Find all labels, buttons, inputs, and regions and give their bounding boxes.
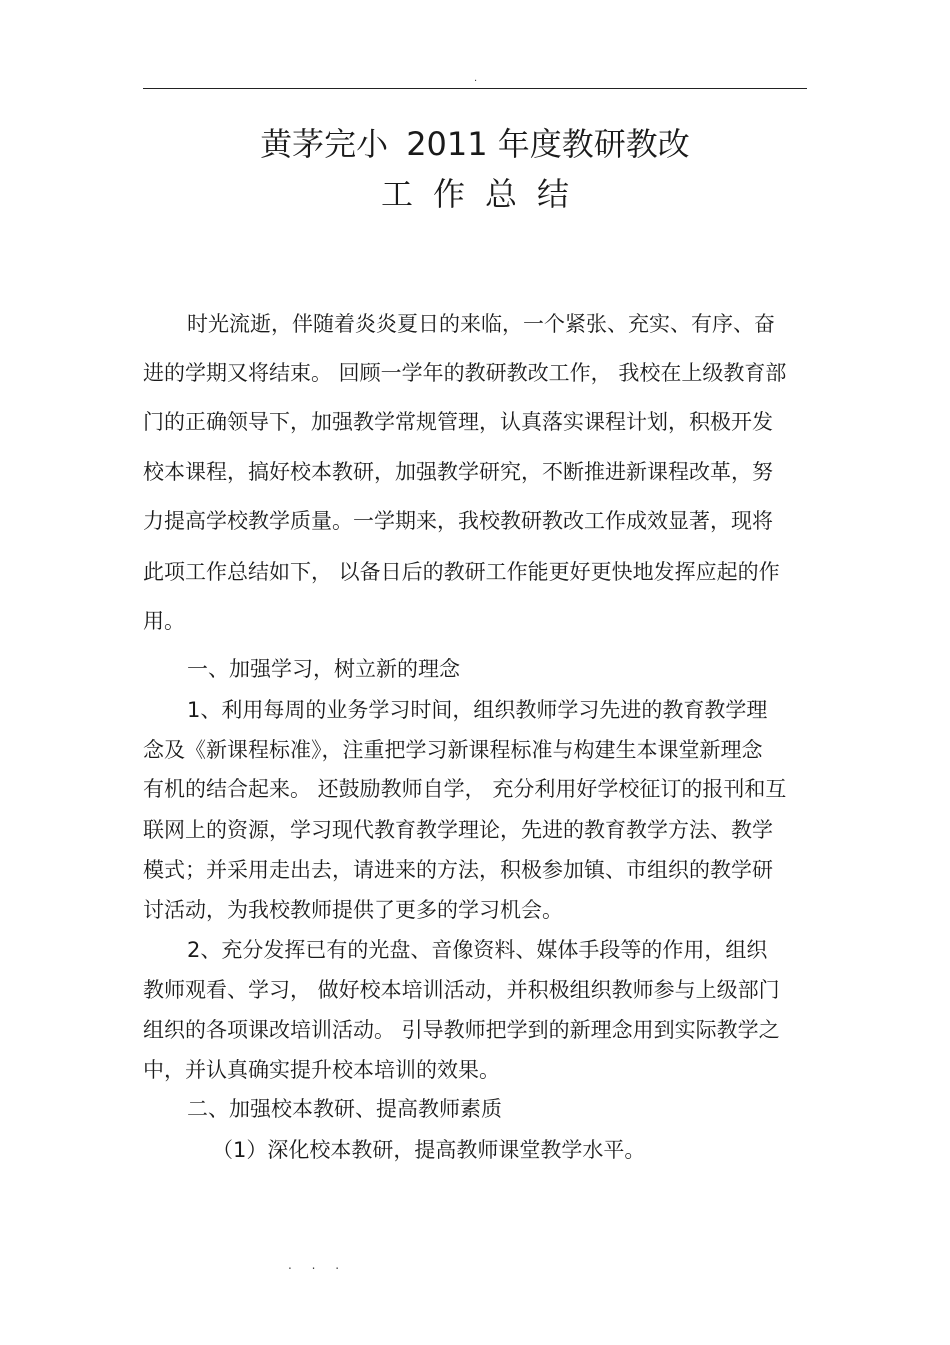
p2-line-2: 念及《新课程标准》，注重把学习新课程标准与构建生本课堂新理念 bbox=[143, 738, 763, 762]
p1-line-5: 力提高学校教学质量。一学期来，我校教研教改工作成效显著，现将 bbox=[143, 509, 773, 533]
document-subtitle: 工作总结 bbox=[380, 175, 589, 213]
p3-line-2: 教师观看、学习， 做好校本培训活动，并积极组织教师参与上级部门 bbox=[143, 978, 780, 1002]
p1-line-3: 门的正确领导下，加强教学常规管理，认真落实课程计划，积极开发 bbox=[143, 410, 773, 434]
title-school: 黄茅完小 bbox=[260, 125, 389, 163]
document-title bbox=[0, 124, 950, 164]
header-rule bbox=[143, 88, 807, 89]
p1-line-7: 用。 bbox=[143, 609, 185, 633]
footer-dots: . . . bbox=[288, 1258, 348, 1272]
p3-line-1: 2、充分发挥已有的光盘、音像资料、媒体手段等的作用，组织 bbox=[187, 938, 768, 962]
p1-line-1: 时光流逝，伴随着炎炎夏日的来临，一个紧张、充实、有序、奋 bbox=[187, 312, 775, 336]
p1-line-4: 校本课程，搞好校本教研，加强教学研究，不断推进新课程改革，努 bbox=[143, 460, 773, 484]
section-heading-1: 一、加强学习，树立新的理念 bbox=[187, 657, 460, 681]
p2-line-1: 1、利用每周的业务学习时间，组织教师学习先进的教育教学理 bbox=[187, 698, 768, 722]
p2-line-6: 讨活动，为我校教师提供了更多的学习机会。 bbox=[143, 898, 563, 922]
p3-line-4: 中，并认真确实提升校本培训的效果。 bbox=[143, 1058, 500, 1082]
p2-line-5: 模式；并采用走出去，请进来的方法，积极参加镇、市组织的教学研 bbox=[143, 858, 773, 882]
sub-item-1: （1）深化校本教研，提高教师课堂教学水平。 bbox=[212, 1138, 646, 1162]
p2-line-3: 有机的结合起来。 还鼓励教师自学， 充分利用好学校征订的报刊和互 bbox=[143, 777, 787, 801]
p1-line-6: 此项工作总结如下， 以备日后的教研工作能更好更快地发挥应起的作 bbox=[143, 560, 780, 584]
title-year: 2011 年度教研教改 bbox=[406, 125, 690, 163]
p2-line-4: 联网上的资源，学习现代教育教学理论，先进的教育教学方法、教学 bbox=[143, 818, 773, 842]
p1-line-2: 进的学期又将结束。 回顾一学年的教研教改工作， 我校在上级教育部 bbox=[143, 361, 787, 385]
section-heading-2: 二、加强校本教研、提高教师素质 bbox=[187, 1097, 502, 1121]
header-dot: . bbox=[474, 73, 478, 84]
p3-line-3: 组织的各项课改培训活动。 引导教师把学到的新理念用到实际教学之 bbox=[143, 1018, 780, 1042]
